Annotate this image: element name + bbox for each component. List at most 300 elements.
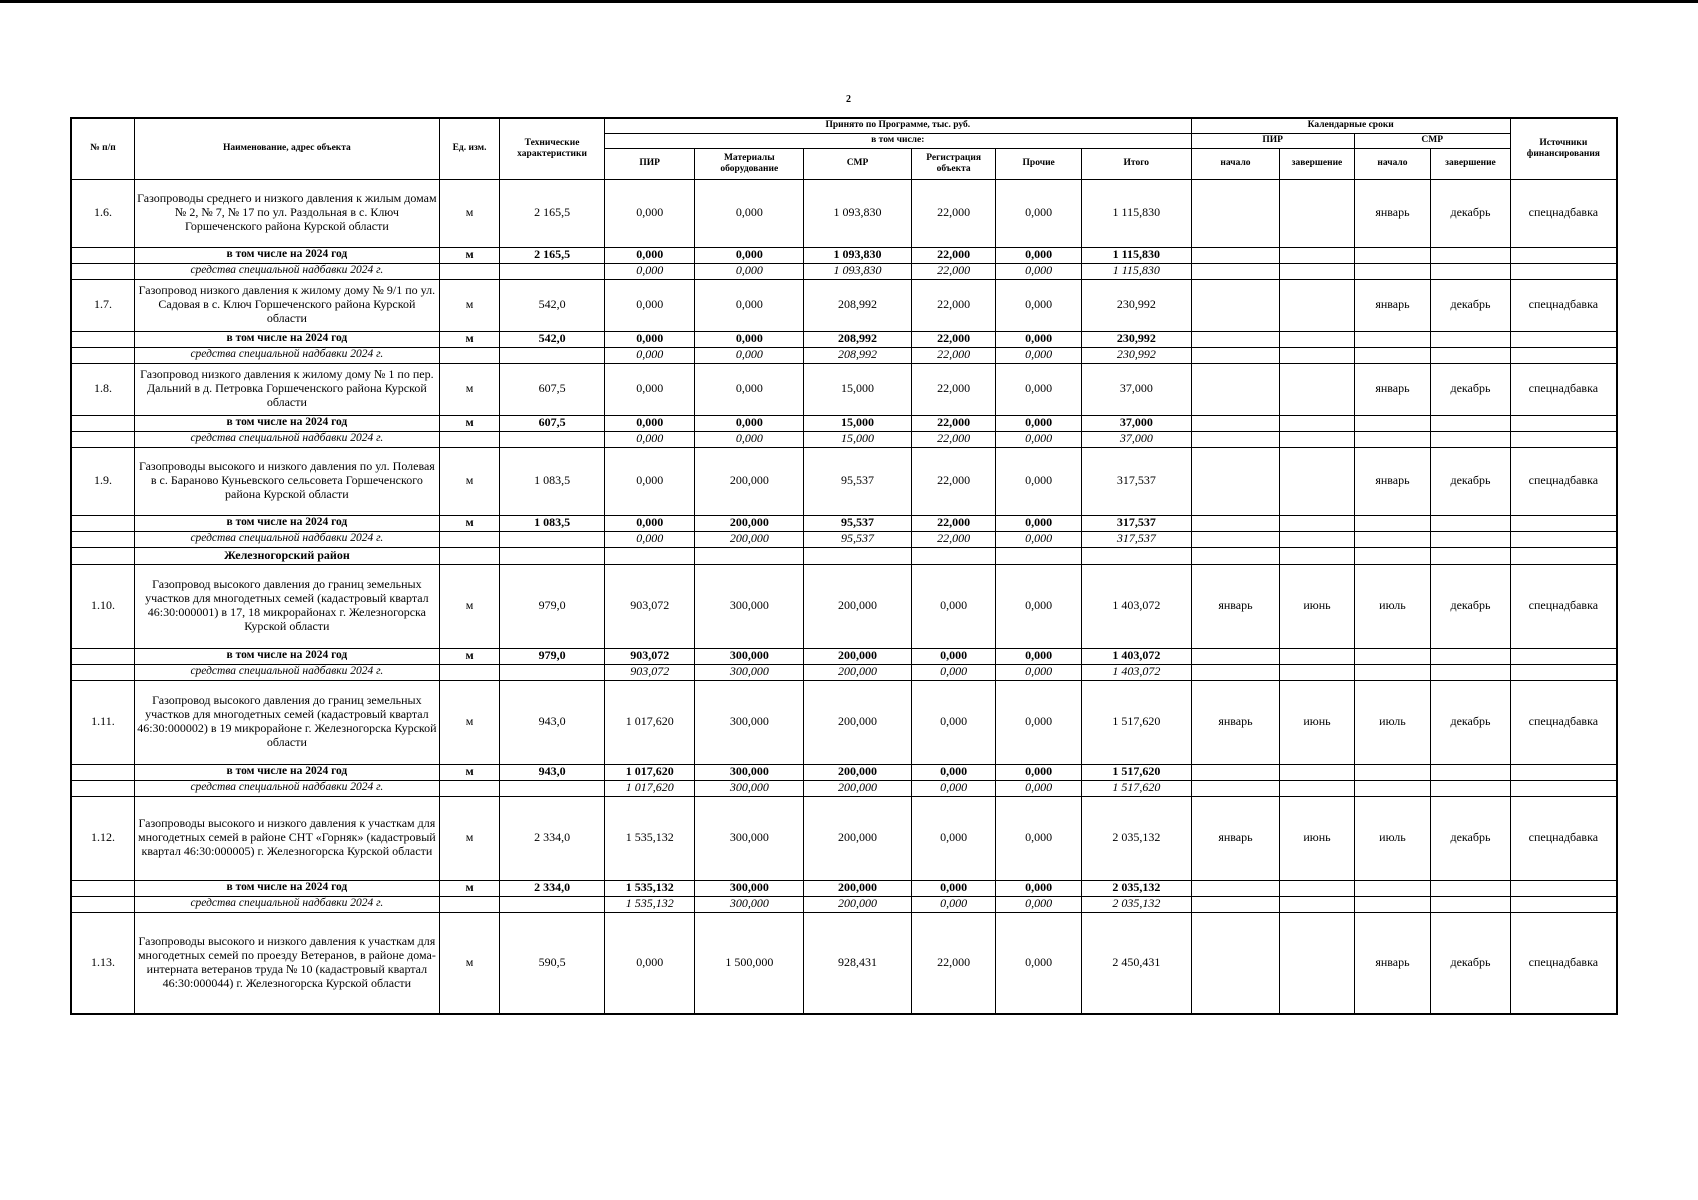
object-name: Газопроводы среднего и низкого давления к жилым домам № 2, № 7, № 17 по ул. Раздольная в с. Ключ Горшеченского района Курской области	[134, 179, 439, 247]
object-funding: спецнадбавка	[1510, 447, 1617, 515]
fund-other: 0,000	[996, 896, 1082, 912]
object-unit: м	[439, 680, 499, 764]
object-smr-end: декабрь	[1431, 279, 1511, 331]
fund-smr: 95,537	[804, 531, 912, 547]
object-tech: 542,0	[500, 279, 605, 331]
object-pir-end	[1280, 447, 1354, 515]
special-fund-row	[71, 263, 1617, 279]
fund-smr: 200,000	[804, 780, 912, 796]
sum-empty-cell	[1191, 648, 1280, 664]
fund-empty-cell	[1280, 896, 1354, 912]
district-empty-cell	[695, 547, 804, 564]
sum-pir: 0,000	[604, 247, 695, 263]
fund-label: средства специальной надбавки 2024 г.	[134, 347, 439, 363]
object-pir: 903,072	[604, 564, 695, 648]
sum-materials: 300,000	[695, 648, 804, 664]
fund-total: 1 517,620	[1081, 780, 1191, 796]
district-empty-cell	[500, 547, 605, 564]
object-pir-start: январь	[1191, 564, 1280, 648]
sum-tech: 2 334,0	[500, 880, 605, 896]
sum-total: 230,992	[1081, 331, 1191, 347]
object-pir-end	[1280, 912, 1354, 1014]
sum-empty-cell	[1354, 764, 1430, 780]
object-row	[71, 680, 1617, 764]
fund-tech	[500, 431, 605, 447]
object-pir-start	[1191, 447, 1280, 515]
sum-empty-cell	[1510, 331, 1617, 347]
district-empty-cell	[439, 547, 499, 564]
sum-empty-cell	[1510, 247, 1617, 263]
object-funding: спецнадбавка	[1510, 179, 1617, 247]
object-other: 0,000	[996, 796, 1082, 880]
object-smr-end: декабрь	[1431, 447, 1511, 515]
sum-total: 2 035,132	[1081, 880, 1191, 896]
sum-num	[71, 764, 134, 780]
sum-empty-cell	[1354, 515, 1430, 531]
sum-unit: м	[439, 247, 499, 263]
object-pir: 0,000	[604, 279, 695, 331]
object-num: 1.12.	[71, 796, 134, 880]
fund-empty-cell	[1510, 664, 1617, 680]
object-smr-end: декабрь	[1431, 912, 1511, 1014]
sum-materials: 0,000	[695, 247, 804, 263]
fund-registration: 22,000	[911, 531, 996, 547]
object-funding: спецнадбавка	[1510, 912, 1617, 1014]
object-registration: 22,000	[911, 179, 996, 247]
sum-empty-cell	[1280, 880, 1354, 896]
object-other: 0,000	[996, 279, 1082, 331]
sum-pir: 1 535,132	[604, 880, 695, 896]
fund-empty-cell	[1354, 531, 1430, 547]
fund-other: 0,000	[996, 263, 1082, 279]
top-border	[0, 0, 1698, 3]
sum-smr: 15,000	[804, 415, 912, 431]
header-total: Итого	[1081, 148, 1191, 179]
sum-pir: 0,000	[604, 515, 695, 531]
object-pir-start	[1191, 179, 1280, 247]
object-registration: 22,000	[911, 447, 996, 515]
fund-tech	[500, 896, 605, 912]
sum-materials: 300,000	[695, 764, 804, 780]
district-empty-cell	[1081, 547, 1191, 564]
sum-empty-cell	[1510, 648, 1617, 664]
sum-empty-cell	[1431, 648, 1511, 664]
fund-pir: 0,000	[604, 263, 695, 279]
object-num: 1.9.	[71, 447, 134, 515]
fund-unit	[439, 664, 499, 680]
year-sum-row	[71, 515, 1617, 531]
object-smr: 928,431	[804, 912, 912, 1014]
object-materials: 200,000	[695, 447, 804, 515]
object-pir-start	[1191, 912, 1280, 1014]
fund-unit	[439, 780, 499, 796]
object-registration: 22,000	[911, 912, 996, 1014]
sum-tech: 542,0	[500, 331, 605, 347]
fund-total: 1 403,072	[1081, 664, 1191, 680]
sum-pir: 903,072	[604, 648, 695, 664]
sum-label: в том числе на 2024 год	[134, 764, 439, 780]
object-smr-end: декабрь	[1431, 680, 1511, 764]
object-tech: 2 334,0	[500, 796, 605, 880]
sum-label: в том числе на 2024 год	[134, 331, 439, 347]
year-sum-row	[71, 331, 1617, 347]
sum-total: 1 115,830	[1081, 247, 1191, 263]
year-sum-row	[71, 415, 1617, 431]
fund-materials: 300,000	[695, 780, 804, 796]
district-name: Железногорский район	[134, 547, 439, 564]
fund-total: 1 115,830	[1081, 263, 1191, 279]
fund-total: 230,992	[1081, 347, 1191, 363]
object-pir-end: июнь	[1280, 564, 1354, 648]
fund-num	[71, 664, 134, 680]
object-funding: спецнадбавка	[1510, 796, 1617, 880]
object-pir: 0,000	[604, 912, 695, 1014]
object-unit: м	[439, 912, 499, 1014]
sum-empty-cell	[1510, 415, 1617, 431]
header-num: № п/п	[71, 118, 134, 179]
fund-empty-cell	[1431, 896, 1511, 912]
fund-num	[71, 263, 134, 279]
fund-empty-cell	[1510, 531, 1617, 547]
object-unit: м	[439, 279, 499, 331]
object-row	[71, 447, 1617, 515]
sum-materials: 200,000	[695, 515, 804, 531]
object-registration: 22,000	[911, 363, 996, 415]
sum-num	[71, 415, 134, 431]
special-fund-row	[71, 431, 1617, 447]
sum-registration: 0,000	[911, 648, 996, 664]
sum-label: в том числе на 2024 год	[134, 515, 439, 531]
fund-empty-cell	[1431, 531, 1511, 547]
fund-empty-cell	[1191, 431, 1280, 447]
fund-registration: 0,000	[911, 896, 996, 912]
fund-materials: 0,000	[695, 347, 804, 363]
fund-total: 2 035,132	[1081, 896, 1191, 912]
fund-label: средства специальной надбавки 2024 г.	[134, 780, 439, 796]
fund-empty-cell	[1510, 431, 1617, 447]
special-fund-row	[71, 531, 1617, 547]
object-name: Газопровод низкого давления к жилому дому № 9/1 по ул. Садовая в с. Ключ Горшеченского района Курской области	[134, 279, 439, 331]
object-unit: м	[439, 179, 499, 247]
object-total: 317,537	[1081, 447, 1191, 515]
fund-total: 37,000	[1081, 431, 1191, 447]
fund-other: 0,000	[996, 664, 1082, 680]
sum-empty-cell	[1280, 331, 1354, 347]
object-pir-start: январь	[1191, 796, 1280, 880]
sum-total: 37,000	[1081, 415, 1191, 431]
sum-registration: 22,000	[911, 415, 996, 431]
header-name: Наименование, адрес объекта	[134, 118, 439, 179]
sum-tech: 607,5	[500, 415, 605, 431]
sum-label: в том числе на 2024 год	[134, 415, 439, 431]
sum-unit: м	[439, 415, 499, 431]
fund-smr: 200,000	[804, 896, 912, 912]
sum-pir: 1 017,620	[604, 764, 695, 780]
object-registration: 0,000	[911, 564, 996, 648]
fund-empty-cell	[1510, 780, 1617, 796]
sum-registration: 22,000	[911, 515, 996, 531]
fund-pir: 0,000	[604, 431, 695, 447]
fund-label: средства специальной надбавки 2024 г.	[134, 664, 439, 680]
object-smr-start: январь	[1354, 363, 1430, 415]
object-smr: 1 093,830	[804, 179, 912, 247]
object-funding: спецнадбавка	[1510, 363, 1617, 415]
header-materials: Материалы оборудование	[695, 148, 804, 179]
district-empty-cell	[1354, 547, 1430, 564]
table-header	[71, 118, 1617, 179]
fund-empty-cell	[1431, 347, 1511, 363]
object-unit: м	[439, 564, 499, 648]
year-sum-row	[71, 648, 1617, 664]
object-pir-end	[1280, 179, 1354, 247]
sum-empty-cell	[1510, 880, 1617, 896]
object-pir: 0,000	[604, 363, 695, 415]
object-smr-start: январь	[1354, 447, 1430, 515]
special-fund-row	[71, 664, 1617, 680]
fund-empty-cell	[1354, 664, 1430, 680]
fund-empty-cell	[1431, 780, 1511, 796]
fund-empty-cell	[1280, 347, 1354, 363]
object-smr: 200,000	[804, 796, 912, 880]
object-materials: 300,000	[695, 680, 804, 764]
fund-num	[71, 896, 134, 912]
sum-empty-cell	[1354, 331, 1430, 347]
fund-materials: 200,000	[695, 531, 804, 547]
fund-empty-cell	[1431, 263, 1511, 279]
object-row	[71, 796, 1617, 880]
object-total: 37,000	[1081, 363, 1191, 415]
object-registration: 22,000	[911, 279, 996, 331]
object-smr: 15,000	[804, 363, 912, 415]
header-accepted: Принято по Программе, тыс. руб.	[604, 118, 1191, 133]
sum-empty-cell	[1510, 515, 1617, 531]
object-registration: 0,000	[911, 680, 996, 764]
fund-unit	[439, 896, 499, 912]
sum-registration: 0,000	[911, 764, 996, 780]
sum-other: 0,000	[996, 880, 1082, 896]
sum-tech: 943,0	[500, 764, 605, 780]
sum-num	[71, 880, 134, 896]
sum-label: в том числе на 2024 год	[134, 247, 439, 263]
object-materials: 1 500,000	[695, 912, 804, 1014]
sum-empty-cell	[1354, 247, 1430, 263]
object-tech: 2 165,5	[500, 179, 605, 247]
fund-materials: 300,000	[695, 896, 804, 912]
fund-unit	[439, 531, 499, 547]
sum-tech: 1 083,5	[500, 515, 605, 531]
fund-tech	[500, 664, 605, 680]
fund-empty-cell	[1510, 263, 1617, 279]
fund-pir: 0,000	[604, 531, 695, 547]
sum-unit: м	[439, 764, 499, 780]
object-row	[71, 179, 1617, 247]
object-name: Газопровод высокого давления до границ земельных участков для многодетных семей (кадастровый квартал 46:30:000001) в 17, 18 микрорайонах г. Железногорска Курской области	[134, 564, 439, 648]
object-name: Газопровод низкого давления к жилому дому № 1 по пер. Дальний в д. Петровка Горшеченского района Курской области	[134, 363, 439, 415]
sum-smr: 200,000	[804, 764, 912, 780]
fund-materials: 0,000	[695, 431, 804, 447]
special-fund-row	[71, 896, 1617, 912]
fund-smr: 208,992	[804, 347, 912, 363]
fund-unit	[439, 431, 499, 447]
object-other: 0,000	[996, 912, 1082, 1014]
sum-empty-cell	[1354, 648, 1430, 664]
object-num: 1.13.	[71, 912, 134, 1014]
sum-registration: 22,000	[911, 247, 996, 263]
object-smr: 208,992	[804, 279, 912, 331]
sum-empty-cell	[1431, 880, 1511, 896]
sum-total: 317,537	[1081, 515, 1191, 531]
fund-empty-cell	[1510, 347, 1617, 363]
header-unit: Ед. изм.	[439, 118, 499, 179]
object-pir: 0,000	[604, 179, 695, 247]
sum-empty-cell	[1354, 880, 1430, 896]
sum-pir: 0,000	[604, 331, 695, 347]
object-pir-start	[1191, 363, 1280, 415]
district-empty-cell	[1431, 547, 1511, 564]
object-name: Газопроводы высокого и низкого давления к участкам для многодетных семей по проезду Ветеранов, в районе дома-интерната ветеранов труда № 10 (кадастровый квартал 46:30:000044) г. Железногорска Курской области	[134, 912, 439, 1014]
object-pir-start	[1191, 279, 1280, 331]
header-tech: Технические характеристики	[500, 118, 605, 179]
object-num: 1.11.	[71, 680, 134, 764]
sum-other: 0,000	[996, 648, 1082, 664]
sum-empty-cell	[1510, 764, 1617, 780]
object-total: 1 403,072	[1081, 564, 1191, 648]
object-funding: спецнадбавка	[1510, 279, 1617, 331]
sum-unit: м	[439, 880, 499, 896]
sum-empty-cell	[1431, 331, 1511, 347]
fund-empty-cell	[1191, 263, 1280, 279]
object-funding: спецнадбавка	[1510, 564, 1617, 648]
district-empty-cell	[604, 547, 695, 564]
sum-smr: 95,537	[804, 515, 912, 531]
fund-registration: 22,000	[911, 431, 996, 447]
fund-registration: 22,000	[911, 263, 996, 279]
sum-other: 0,000	[996, 247, 1082, 263]
fund-empty-cell	[1280, 664, 1354, 680]
object-name: Газопроводы высокого и низкого давления по ул. Полевая в с. Бараново Куньевского сельсовета Горшеченского района Курской области	[134, 447, 439, 515]
object-smr-start: июль	[1354, 680, 1430, 764]
fund-label: средства специальной надбавки 2024 г.	[134, 431, 439, 447]
object-tech: 590,5	[500, 912, 605, 1014]
object-funding: спецнадбавка	[1510, 680, 1617, 764]
object-other: 0,000	[996, 447, 1082, 515]
district-empty-cell	[804, 547, 912, 564]
sum-num	[71, 331, 134, 347]
object-row	[71, 564, 1617, 648]
sum-smr: 200,000	[804, 880, 912, 896]
sum-empty-cell	[1280, 247, 1354, 263]
fund-empty-cell	[1354, 347, 1430, 363]
fund-pir: 903,072	[604, 664, 695, 680]
fund-empty-cell	[1431, 664, 1511, 680]
fund-registration: 0,000	[911, 780, 996, 796]
object-materials: 300,000	[695, 564, 804, 648]
sum-empty-cell	[1431, 515, 1511, 531]
fund-materials: 0,000	[695, 263, 804, 279]
object-pir-start: январь	[1191, 680, 1280, 764]
district-empty-cell	[1510, 547, 1617, 564]
fund-registration: 22,000	[911, 347, 996, 363]
object-pir: 0,000	[604, 447, 695, 515]
header-smr-start: начало	[1354, 148, 1430, 179]
district-num	[71, 547, 134, 564]
header-other: Прочие	[996, 148, 1082, 179]
fund-label: средства специальной надбавки 2024 г.	[134, 896, 439, 912]
sum-empty-cell	[1280, 415, 1354, 431]
header-calendar: Календарные сроки	[1191, 118, 1510, 133]
sum-empty-cell	[1354, 415, 1430, 431]
fund-empty-cell	[1431, 431, 1511, 447]
fund-empty-cell	[1280, 780, 1354, 796]
sum-smr: 208,992	[804, 331, 912, 347]
fund-other: 0,000	[996, 780, 1082, 796]
fund-other: 0,000	[996, 431, 1082, 447]
district-empty-cell	[1191, 547, 1280, 564]
sum-empty-cell	[1191, 764, 1280, 780]
district-empty-cell	[996, 547, 1082, 564]
fund-empty-cell	[1191, 531, 1280, 547]
fund-unit	[439, 347, 499, 363]
object-total: 1 517,620	[1081, 680, 1191, 764]
fund-total: 317,537	[1081, 531, 1191, 547]
object-unit: м	[439, 796, 499, 880]
fund-empty-cell	[1354, 263, 1430, 279]
object-num: 1.7.	[71, 279, 134, 331]
fund-tech	[500, 263, 605, 279]
header-funding: Источники финансирования	[1510, 118, 1617, 179]
sum-label: в том числе на 2024 год	[134, 648, 439, 664]
object-materials: 0,000	[695, 179, 804, 247]
object-other: 0,000	[996, 179, 1082, 247]
fund-empty-cell	[1354, 431, 1430, 447]
fund-label: средства специальной надбавки 2024 г.	[134, 531, 439, 547]
sum-unit: м	[439, 515, 499, 531]
object-tech: 1 083,5	[500, 447, 605, 515]
object-total: 2 450,431	[1081, 912, 1191, 1014]
fund-empty-cell	[1354, 896, 1430, 912]
header-cal-pir: ПИР	[1191, 133, 1354, 148]
object-smr-end: декабрь	[1431, 179, 1511, 247]
fund-tech	[500, 531, 605, 547]
fund-num	[71, 780, 134, 796]
year-sum-row	[71, 247, 1617, 263]
district-empty-cell	[1280, 547, 1354, 564]
object-num: 1.8.	[71, 363, 134, 415]
sum-empty-cell	[1431, 415, 1511, 431]
object-other: 0,000	[996, 363, 1082, 415]
fund-num	[71, 531, 134, 547]
fund-empty-cell	[1510, 896, 1617, 912]
object-total: 2 035,132	[1081, 796, 1191, 880]
header-pir: ПИР	[604, 148, 695, 179]
object-materials: 300,000	[695, 796, 804, 880]
fund-smr: 1 093,830	[804, 263, 912, 279]
sum-materials: 0,000	[695, 331, 804, 347]
sum-empty-cell	[1191, 331, 1280, 347]
object-row	[71, 279, 1617, 331]
sum-unit: м	[439, 648, 499, 664]
special-fund-row	[71, 780, 1617, 796]
sum-smr: 1 093,830	[804, 247, 912, 263]
sum-empty-cell	[1280, 764, 1354, 780]
object-smr-end: декабрь	[1431, 796, 1511, 880]
fund-smr: 200,000	[804, 664, 912, 680]
fund-smr: 15,000	[804, 431, 912, 447]
district-empty-cell	[911, 547, 996, 564]
special-fund-row	[71, 347, 1617, 363]
sum-total: 1 517,620	[1081, 764, 1191, 780]
fund-label: средства специальной надбавки 2024 г.	[134, 263, 439, 279]
